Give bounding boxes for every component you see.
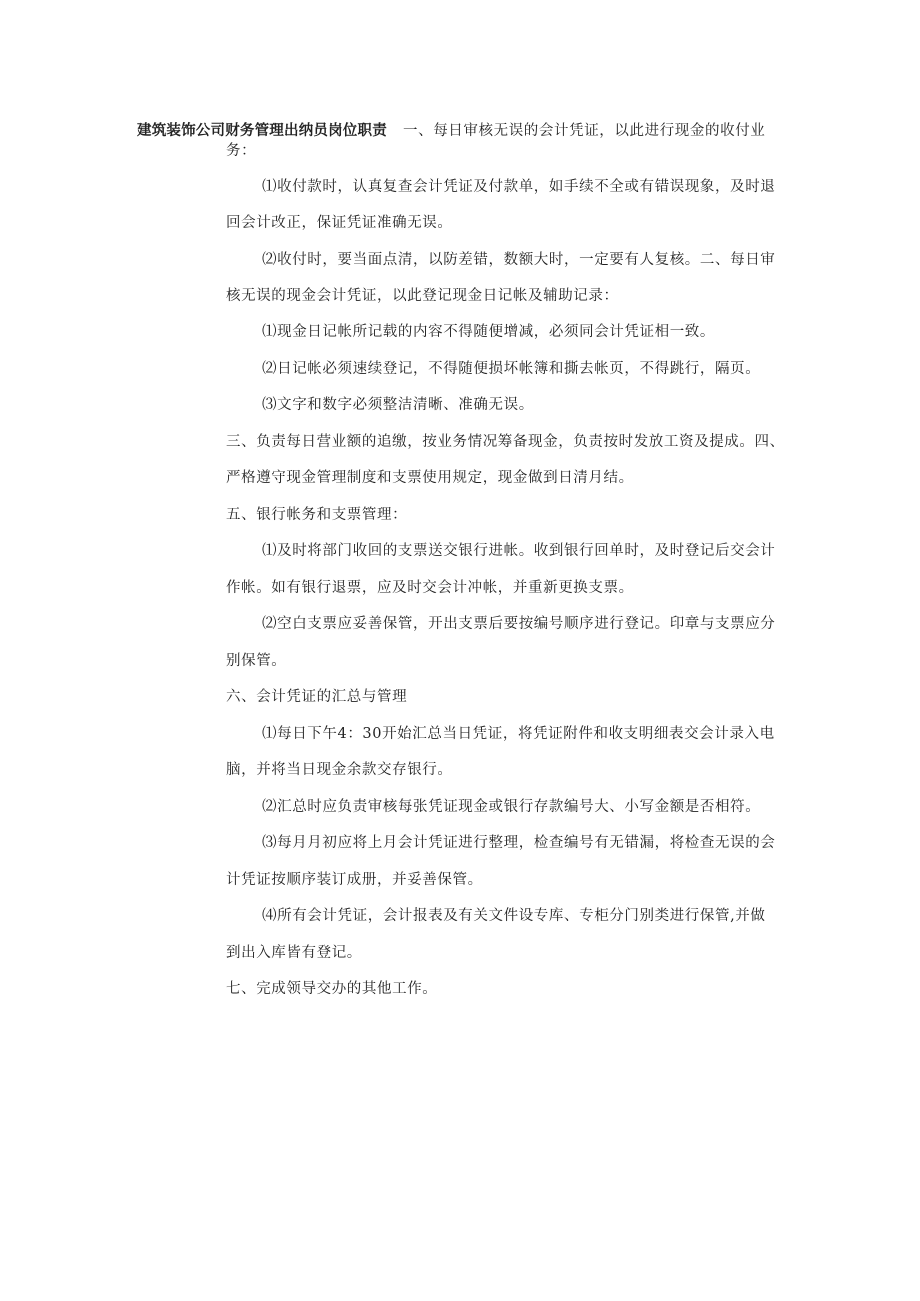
- paragraph-line: ⑴收付款时，认真复查会计凭证及付款单，如手续不全或有错误现象，及时退: [262, 179, 776, 195]
- section-heading: 五、银行帐务和支票管理：: [226, 507, 408, 523]
- document-title: 建筑装饰公司财务管理出纳员岗位职责: [137, 123, 387, 139]
- paragraph-line: 回会计改正，保证凭证准确无误。: [226, 215, 453, 231]
- paragraph-line: ⑷所有会计凭证，会计报表及有关文件设专库、专柜分门别类进行保管,并做: [262, 908, 766, 924]
- paragraph-line: 别保管。: [226, 653, 287, 669]
- paragraph-line: ⑴现金日记帐所记载的内容不得随便增减，必须同会计凭证相一致。: [262, 324, 715, 340]
- paragraph-line: ⑴每日下午4：30开始汇总当日凭证，将凭证附件和收支明细表交会计录入电: [262, 726, 775, 742]
- paragraph-line: 严格遵守现金管理制度和支票使用规定，现金做到日清月结。: [226, 470, 634, 486]
- paragraph-line: ⑶文字和数字必须整洁清晰、准确无误。: [262, 397, 534, 413]
- paragraph-line: 核无误的现金会计凭证，以此登记现金日记帐及辅助记录：: [226, 288, 619, 304]
- paragraph-line: 脑，并将当日现金余款交存银行。: [226, 762, 453, 778]
- paragraph-line: ⑵空白支票应妥善保管，开出支票后要按编号顺序进行登记。印章与支票应分: [262, 616, 776, 632]
- paragraph-line: ⑶每月月初应将上月会计凭证进行整理，检查编号有无错漏，将检查无误的会: [262, 835, 776, 851]
- paragraph-line: 作帐。如有银行退票，应及时交会计冲帐，并重新更换支票。: [226, 580, 634, 596]
- paragraph-line: 三、负责每日营业额的追缴，按业务情况筹备现金，负责按时发放工资及提成。四、: [226, 434, 785, 450]
- paragraph-line: 一、每日审核无误的会计凭证，以此进行现金的收付业: [403, 123, 766, 139]
- paragraph-line: ⑵收付时，要当面点清，以防差错，数额大时，一定要有人复核。二、每日审: [262, 252, 776, 268]
- paragraph-line: ⑵日记帐必须速续登记，不得随便损坏帐簿和撕去帐页，不得跳行，隔页。: [262, 361, 761, 377]
- paragraph-line: 到出入库皆有登记。: [226, 945, 362, 961]
- paragraph-line: 计凭证按顺序装订成册，并妥善保管。: [226, 872, 483, 888]
- paragraph-line: ⑵汇总时应负责审核每张凭证现金或银行存款编号大、小写金额是否相符。: [262, 799, 761, 815]
- paragraph-line: 务：: [226, 143, 257, 159]
- paragraph-line: ⑴及时将部门收回的支票送交银行进帐。收到银行回单时，及时登记后交会计: [262, 543, 776, 559]
- section-heading: 六、会计凭证的汇总与管理: [226, 689, 408, 705]
- section-heading: 七、完成领导交办的其他工作。: [226, 981, 438, 997]
